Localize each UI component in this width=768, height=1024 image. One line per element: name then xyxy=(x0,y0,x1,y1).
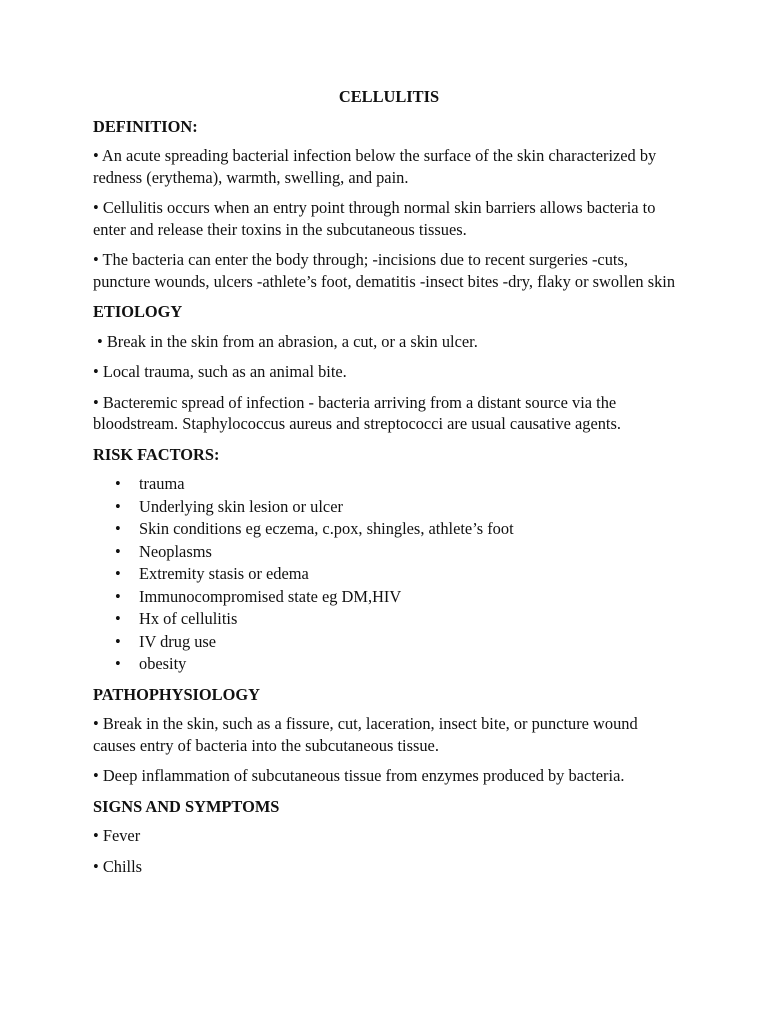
list-item-text: obesity xyxy=(139,654,187,673)
list-item xyxy=(93,473,683,496)
list-item xyxy=(93,608,683,631)
bullet-icon: • xyxy=(115,586,121,606)
list-item-text: Immunocompromised state eg DM,HIV xyxy=(139,586,402,606)
etiology-heading: ETIOLOGY xyxy=(93,302,183,321)
definition-paragraph-1: • An acute spreading bacterial infection below the surface of the skin characterized by redness (erythema), warmth, swelling, and pain. xyxy=(93,146,657,187)
pathophysiology-paragraph-2: • Deep inflammation of subcutaneous tissue from enzymes produced by bacteria. xyxy=(93,766,625,785)
list-item xyxy=(93,541,683,564)
bullet-icon: • xyxy=(115,564,121,583)
definition-paragraph-2: • Cellulitis occurs when an entry point through normal skin barriers allows bacteria to enter and release their toxins in the subcutaneous tissues. xyxy=(93,198,656,239)
signs-symptoms-paragraph-2: • Chills xyxy=(93,856,143,876)
list-item xyxy=(93,496,683,519)
list-item xyxy=(93,518,683,541)
bullet-icon: • xyxy=(115,654,121,673)
etiology-paragraph-2: • Local trauma, such as an animal bite. xyxy=(93,362,347,381)
list-item-text: IV drug use xyxy=(139,631,217,651)
list-item xyxy=(93,631,683,654)
risk-factors-list xyxy=(93,473,683,676)
list-item xyxy=(93,653,683,676)
definition-heading: DEFINITION: xyxy=(93,116,198,136)
risk-factors-heading: RISK FACTORS: xyxy=(93,444,220,464)
bullet-icon: • xyxy=(115,519,121,538)
list-item-text: trauma xyxy=(139,474,185,493)
pathophysiology-heading: PATHOPHYSIOLOGY xyxy=(93,684,260,704)
list-item-text: Skin conditions eg eczema, c.pox, shingles, athlete’s foot xyxy=(139,519,514,538)
bullet-icon: • xyxy=(115,631,121,651)
bullet-icon: • xyxy=(115,496,121,516)
list-item-text: Hx of cellulitis xyxy=(139,609,238,628)
bullet-icon: • xyxy=(115,474,121,493)
list-item-text: Underlying skin lesion or ulcer xyxy=(139,496,343,516)
bullet-icon: • xyxy=(115,609,121,628)
list-item-text: Extremity stasis or edema xyxy=(139,564,309,583)
document-title: CELLULITIS xyxy=(338,87,440,106)
definition-paragraph-3: • The bacteria can enter the body through; -incisions due to recent surgeries -cuts, puncture wounds, ulcers -athlete’s foot, dematitis -insect bites -dry, flaky or swollen skin xyxy=(93,250,676,291)
list-item xyxy=(93,586,683,609)
signs-symptoms-paragraph-1: • Fever xyxy=(93,826,141,845)
list-item-text: Neoplasms xyxy=(139,541,212,561)
signs-symptoms-heading: SIGNS AND SYMPTOMS xyxy=(93,796,280,816)
document-page xyxy=(93,86,683,886)
pathophysiology-paragraph-1: • Break in the skin, such as a fissure, cut, laceration, insect bite, or puncture wound causes entry of bacteria into the subcutaneous tissue. xyxy=(93,714,638,755)
etiology-paragraph-3: • Bacteremic spread of infection - bacteria arriving from a distant source via the bloodstream. Staphylococcus aureus and streptococci are usual causative agents. xyxy=(93,392,621,433)
list-item xyxy=(93,563,683,586)
etiology-paragraph-1: • Break in the skin from an abrasion, a cut, or a skin ulcer. xyxy=(97,331,478,351)
bullet-icon: • xyxy=(115,541,121,561)
